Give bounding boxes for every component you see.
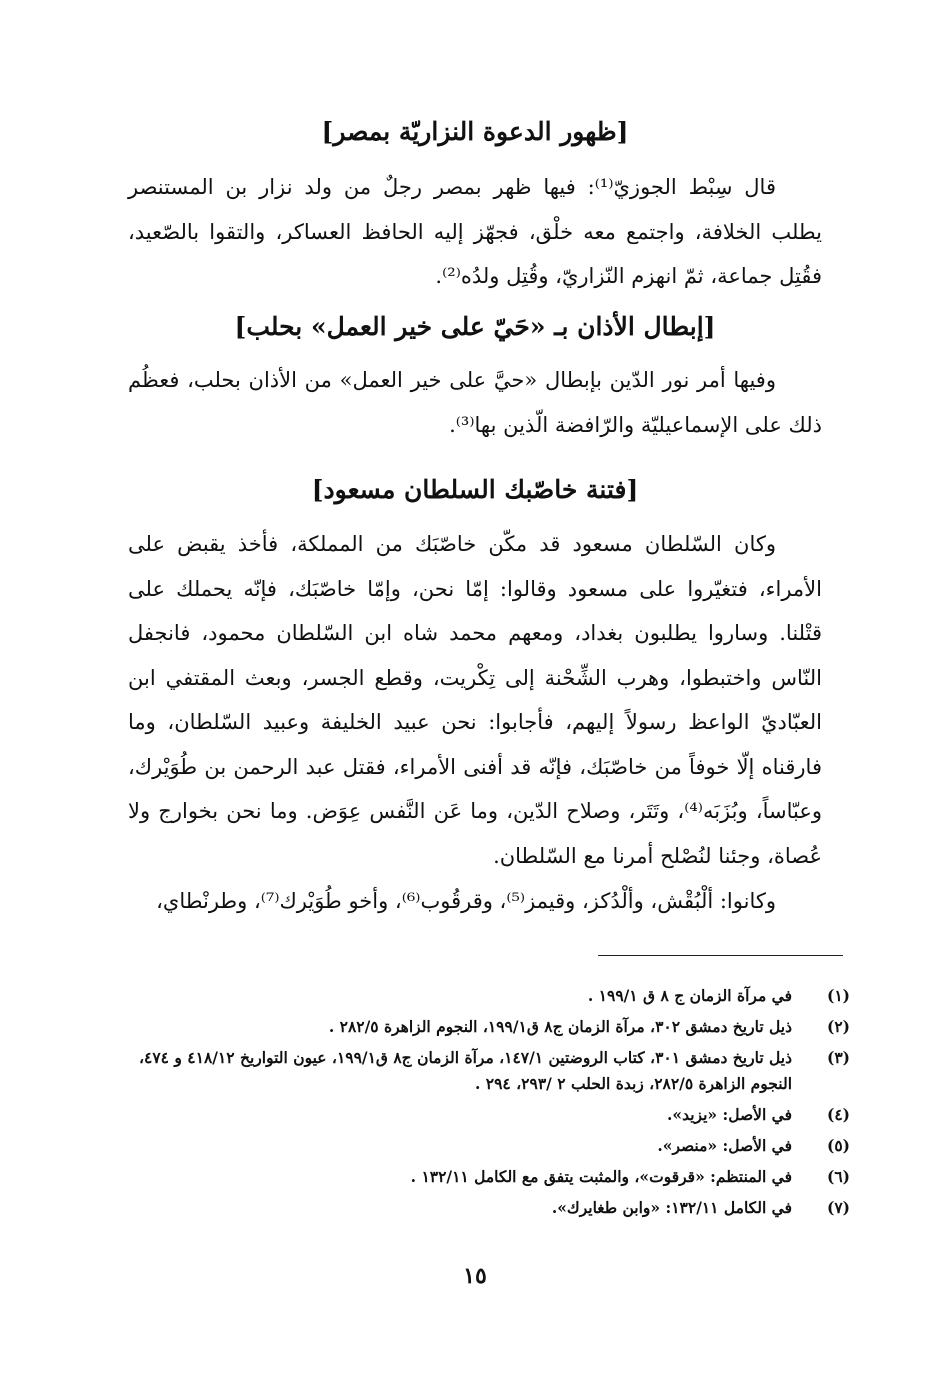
section-heading-adhan: [إبطال الأذان بـ «حَيّ على خير العمل» بحلب] — [234, 312, 716, 341]
section-heading-nizari: [ظهور الدعوة النزاريّة بمصر] — [321, 117, 629, 146]
footnote-number: (٣) — [826, 1048, 850, 1067]
footnote-number: (٧) — [826, 1198, 850, 1217]
footnote-number: (١) — [826, 986, 850, 1005]
footnote-text: في الكامل ١٣٢/١١: «وابن طغايرك». — [551, 1198, 792, 1217]
footnote — [128, 1195, 850, 1221]
footnote — [128, 1045, 850, 1097]
footnote — [128, 1102, 850, 1128]
page-number: ١٥ — [463, 1263, 487, 1289]
section-heading-khassbek: [فتنة خاصّبك السلطان مسعود] — [311, 475, 639, 504]
paragraph-nizari: قال سِبْط الجوزيّ⁽¹⁾: فيها ظهر بمصر رجلٌ من ولد نزار بن المستنصر يطلب الخلافة، واجتمع معه خلْق، فجهّز إليه الحافظ العساكر، والتقوا بالصّعيد، فقُتِل جماعة، ثمّ انهزم النّزاريّ، وقُتِل ولدُه⁽²⁾. — [128, 175, 822, 288]
paragraph-adhan: وفيها أمر نور الدّين بإبطال «حيَّ على خير العمل» من الأذان بحلب، فعظُم ذلك على الإسماعيليّة والرّافضة الّذين بها⁽³⁾. — [128, 368, 822, 437]
paragraph-khassbek: وكان السّلطان مسعود قد مكّن خاصّبَك من المملكة، فأخذ يقبض على الأمراء، فتغيّروا على مسعود وقالوا: إمّا نحن، وإمّا خاصّبَك، فإنّه يحملك على قتْلنا. وساروا يطلبون بغداد، ومعهم محمد شاه ابن السّلطان محمود، فانجفل النّاس واختبطوا، وهرب الشِّحْنة إلى تِكْريت، وقطع الجسر، وبعث المقتفي ابن العبّاديّ الواعظ رسولاً إليهم، فأجابوا: نحن عبيد الخليفة وعبيد السّلطان، وما فارقناه إلّا خوفاً من خاصّبَك، فإنّه قد أفنى الأمراء، فقتل عبد الرحمن بن طُوَيْرك، وعبّاساً، وبُزَبَه⁽⁴⁾، وتَتَر، وصلاح الدّين، وما عَن النَّفس عِوَض. وما نحن بخوارج ولا عُصاة، وجئنا لنُصْلح أمرنا مع السّلطان. — [128, 532, 822, 868]
footnote — [128, 1164, 850, 1190]
footnote-number: (٦) — [826, 1167, 850, 1186]
footnote-text: في الأصل: «يزيد». — [667, 1105, 792, 1124]
footnote-number: (٤) — [826, 1105, 850, 1124]
footnote-text: في المنتظم: «قرقوت»، والمثبت يتفق مع الكامل ١٣٢/١١ . — [410, 1167, 792, 1186]
footnote-divider — [598, 955, 843, 956]
footnote-text: ذيل تاريخ دمشق ٣٠٢، مرآة الزمان ج٨ ق١٩٩/١، النجوم الزاهرة ٢٨٢/٥ . — [328, 1017, 792, 1036]
footnote-text: ذيل تاريخ دمشق ٣٠١، كتاب الروضتين ١٤٧/١، مرآة الزمان ج٨ ق١٩٩/١، عيون التواريخ ٤١٨/١٢ و ٤٧٤، النجوم الزاهرة ٢٨٢/٥، زبدة الحلب ٢ /٢٩٣، ٢٩٤ . — [139, 1048, 792, 1093]
footnote-number: (٥) — [826, 1136, 850, 1155]
footnotes — [128, 983, 850, 1226]
footnote — [128, 983, 850, 1009]
footnote-number: (٢) — [826, 1017, 850, 1036]
footnote — [128, 1133, 850, 1159]
paragraph-closing: وكانوا: ألْبُقْش، وألْدُكز، وقيمز⁽⁵⁾، وقرقُوب⁽⁶⁾، وأخو طُوَيْرك⁽⁷⁾، وطرنْطاي، — [156, 889, 776, 913]
footnote-text: في مرآة الزمان ج ٨ ق ١٩٩/١ . — [587, 986, 792, 1005]
footnote — [128, 1014, 850, 1040]
footnote-text: في الأصل: «منصر». — [657, 1136, 792, 1155]
